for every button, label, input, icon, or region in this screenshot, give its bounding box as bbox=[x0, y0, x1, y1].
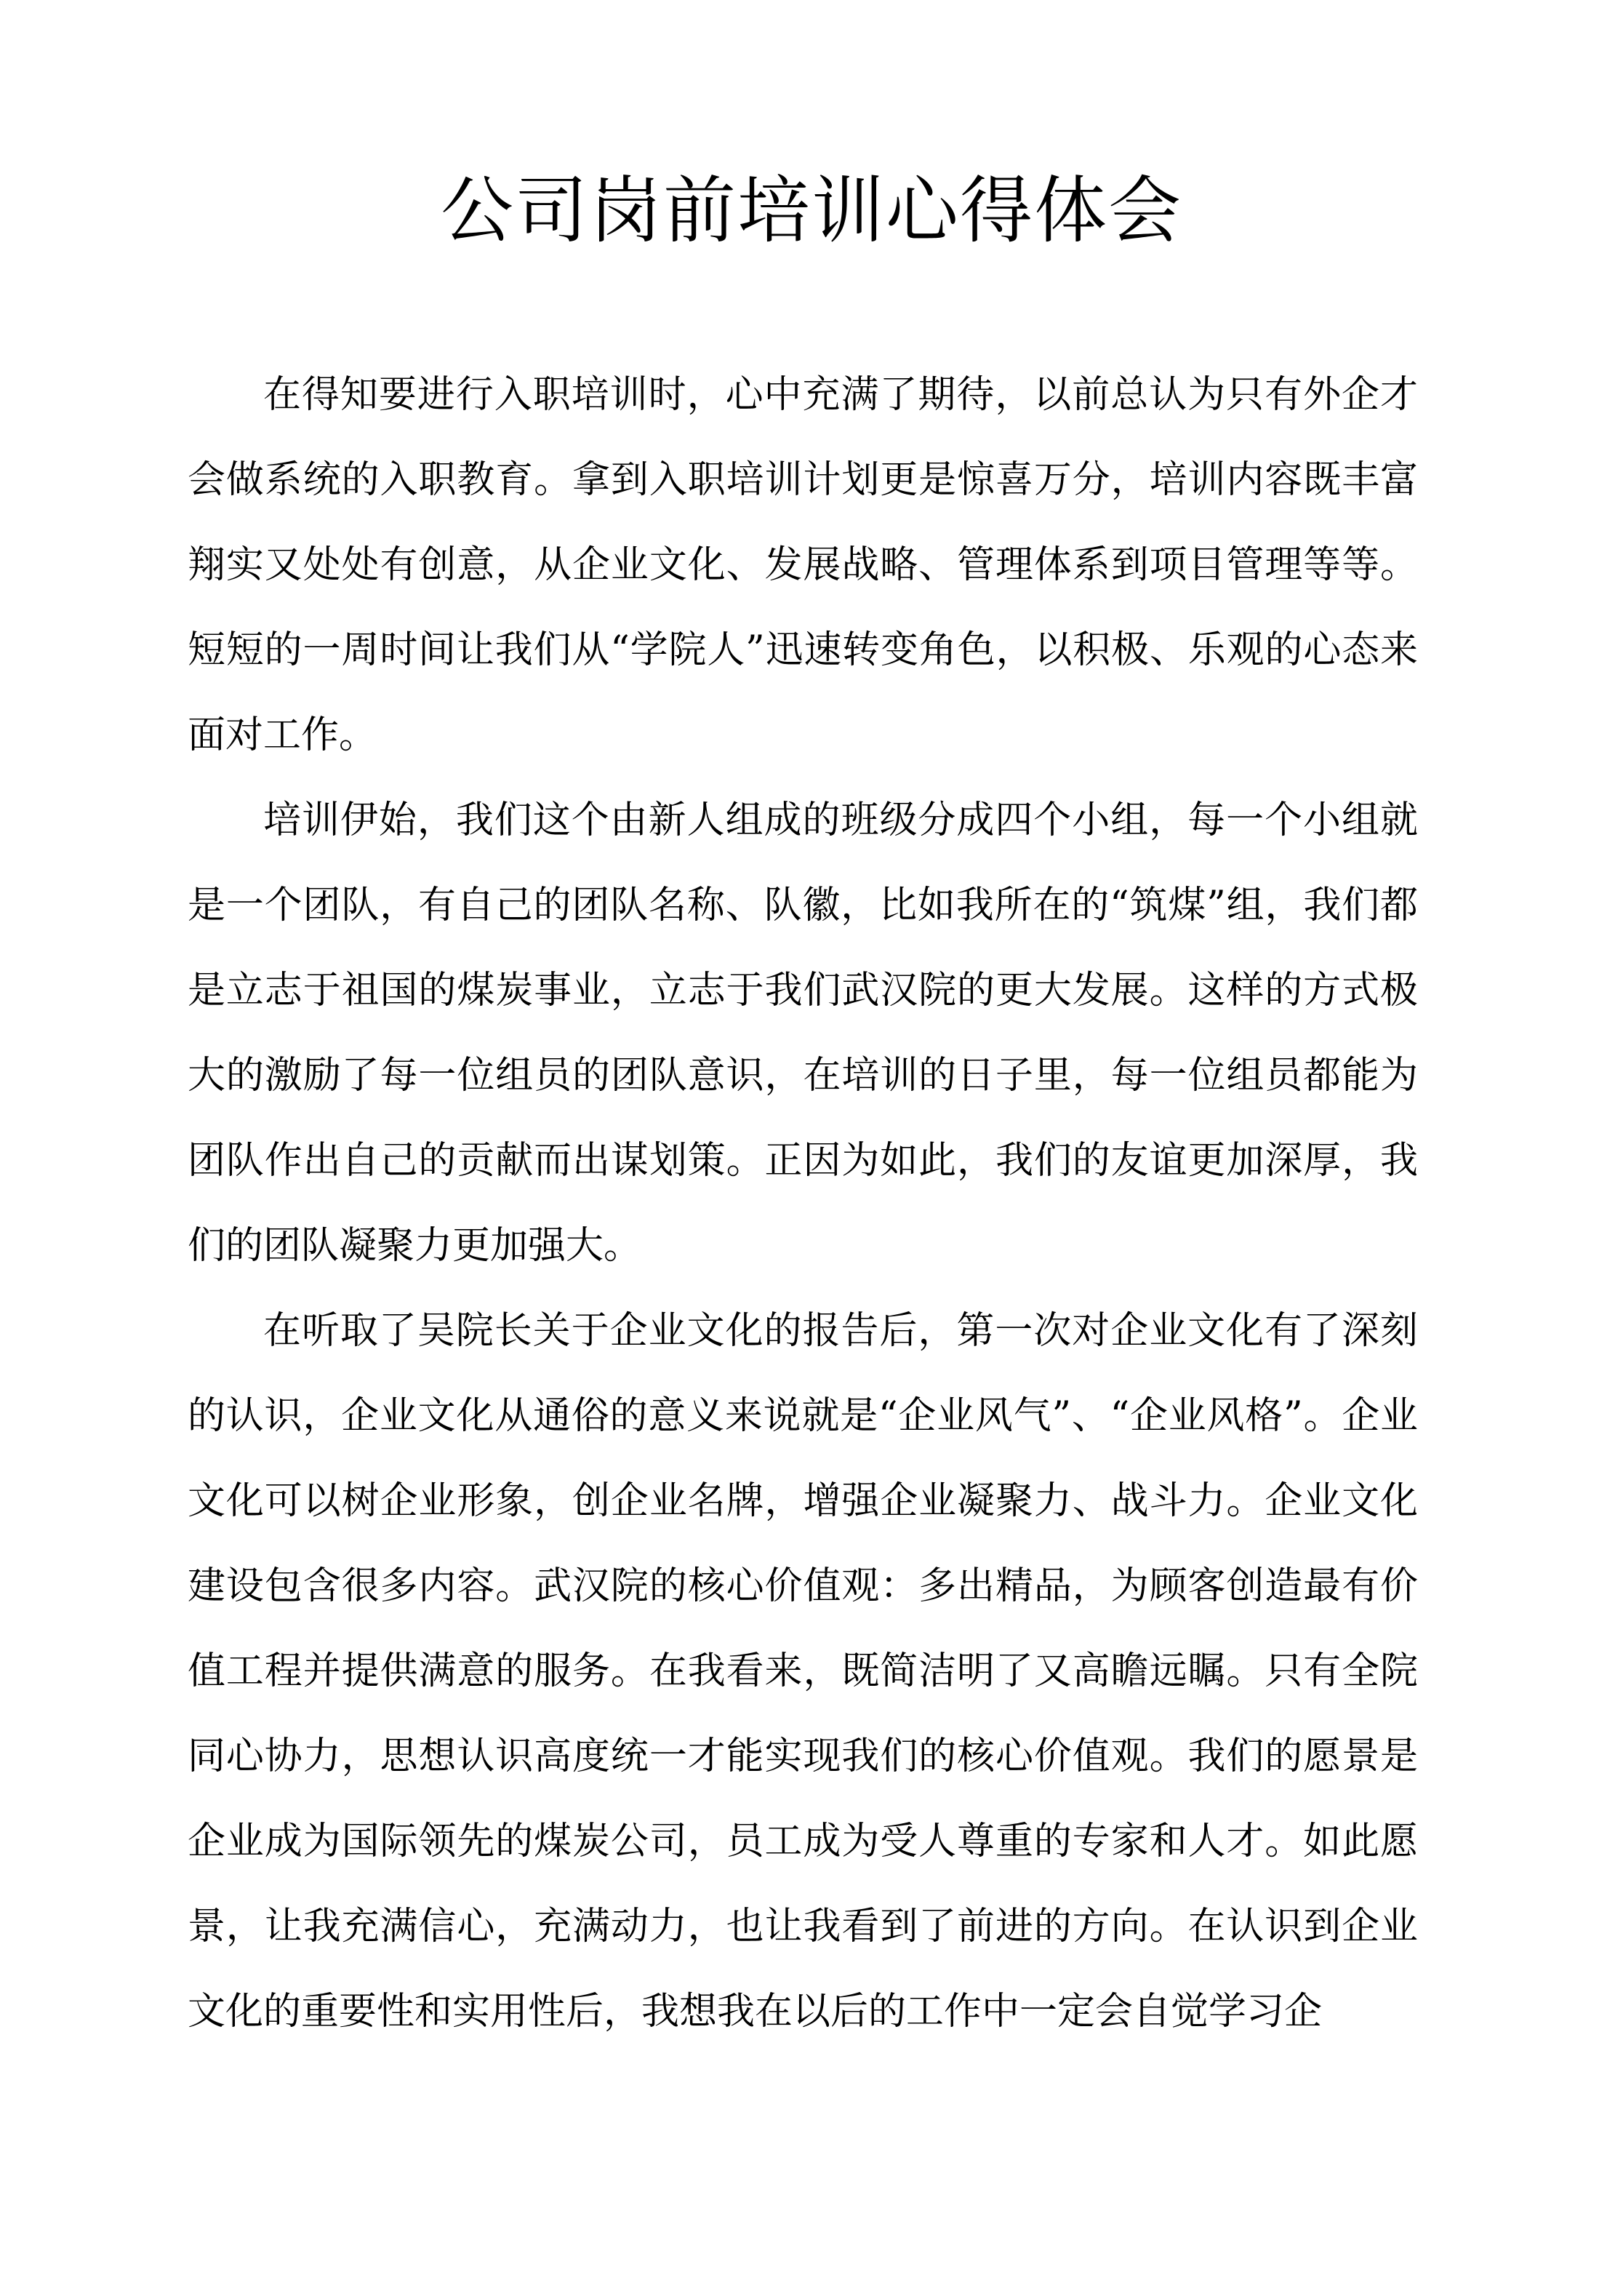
paragraph-3: 在听取了吴院长关于企业文化的报告后，第一次对企业文化有了深刻的认识，企业文化从通俗的意义来说就是“企业风气”、“企业风格”。企业文化可以树企业形象，创企业名牌，增强企业凝聚力、战斗力。企业文化建设包含很多内容。武汉院的核心价值观：多出精品，为顾客创造最有价值工程并提供满意的服务。在我看来，既简洁明了又高瞻远瞩。只有全院同心协力，思想认识高度统一才能实现我们的核心价值观。我们的愿景是企业成为国际领先的煤炭公司，员工成为受人尊重的专家和人才。如此愿景，让我充满信心，充满动力，也让我看到了前进的方向。在认识到企业文化的重要性和实用性后，我想我在以后的工作中一定会自觉学习企 bbox=[188, 1309, 1418, 2033]
document-body bbox=[188, 353, 1418, 2055]
paragraph-1: 在得知要进行入职培训时，心中充满了期待，以前总认为只有外企才会做系统的入职教育。拿到入职培训计划更是惊喜万分，培训内容既丰富翔实又处处有创意，从企业文化、发展战略、管理体系到项目管理等等。短短的一周时间让我们从“学院人”迅速转变角色，以积极、乐观的心态来面对工作。 bbox=[188, 373, 1418, 757]
document-title: 公司岗前培训心得体会 bbox=[441, 168, 1182, 253]
paragraph-2: 培训伊始，我们这个由新人组成的班级分成四个小组，每一个小组就是一个团队，有自己的团队名称、队徽，比如我所在的“筑煤”组，我们都是立志于祖国的煤炭事业，立志于我们武汉院的更大发展。这样的方式极大的激励了每一位组员的团队意识，在培训的日子里，每一位组员都能为团队作出自己的贡献而出谋划策。正因为如此，我们的友谊更加深厚，我们的团队凝聚力更加强大。 bbox=[188, 799, 1418, 1268]
